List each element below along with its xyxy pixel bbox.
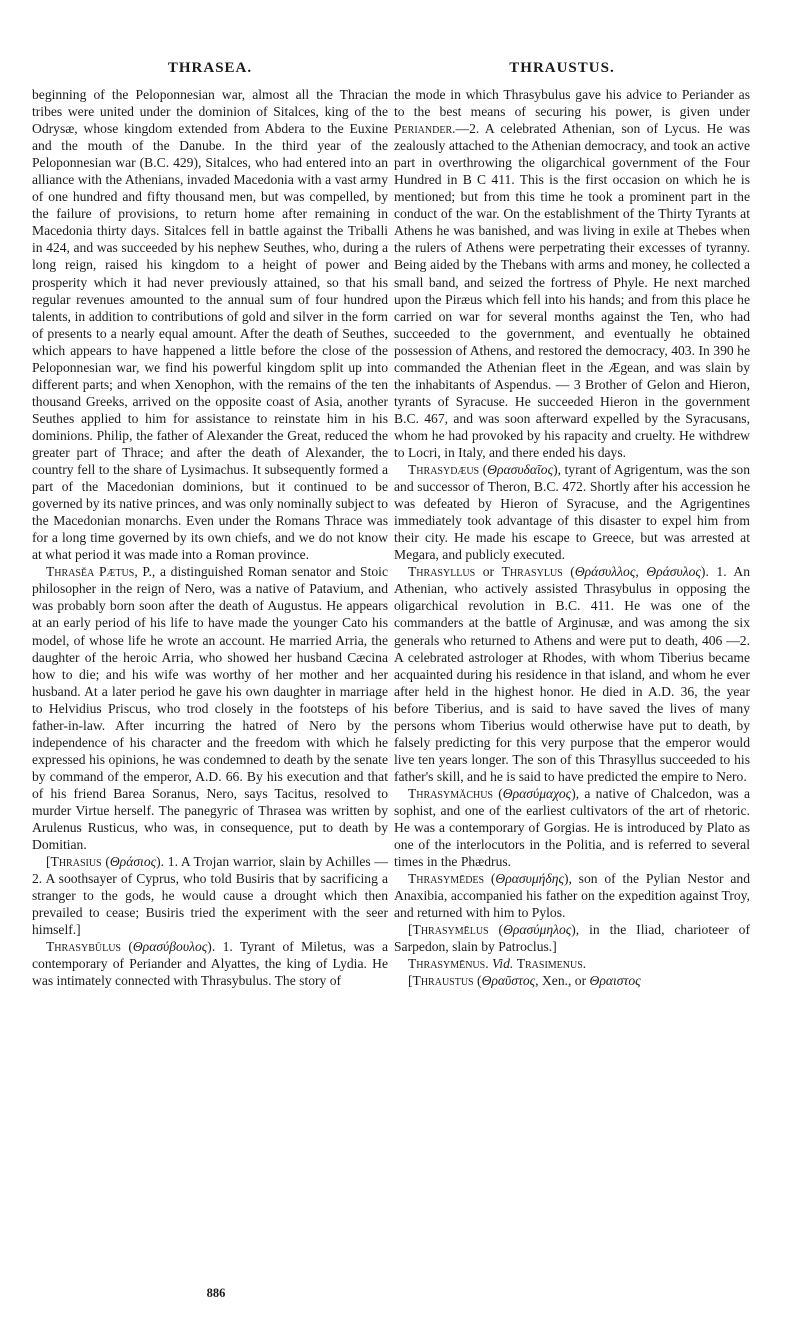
cross-reference: Periander bbox=[394, 121, 453, 137]
entry-text: .—2. A celebrated Athenian, son of Lycus. He was zealously attached to the Athenian democracy, and took an active part in overthrowing the oligarchical government of the Four Hundred in B C 411. This is the first occasion on which he is mentioned; but from this time he took a prominent part in the conduct of the war. On the establishment of the Thirty Tyrants at Athens he was banished, and was living in exile at Thebes when the rulers of Athens were perpetrating their excesses of tyranny. Being aided by the Thebans with arms and money, he collected a small band, and seized the fortress of Phyle. He next marched upon the Piræus which fell into his hands; and from this place he carried on war for several months against the Ten, who had succeeded to the government, and eventually he obtained possession of Athens, and restored the democracy, 403. In 390 he commanded the Athenian fleet in the Ægean, and was slain by the inhabitants of Aspendus. — 3 Brother of Gelon and Hieron, tyrants of Syracuse. He succeeded Hieron in the government B.C. 467, and was soon afterward expelled by the Syracusans, whom he had provoked by his rapacity and cruelty. He withdrew to Locri, in Italy, and there ended his days. bbox=[394, 121, 750, 460]
greek-form: Θράσιος bbox=[109, 854, 157, 870]
headword: Thrasius bbox=[50, 854, 102, 870]
entry-thrasybulus-continuation bbox=[394, 86, 750, 461]
entry-thrasymedes: Thrasymēdes (Θρασυμήδης), son of the Pylian Nestor and Anaxibia, accompanied his father on the expedition against Troy, and returned with him to Pylos. bbox=[394, 871, 750, 921]
entry-text: ), tyrant of Agrigentum, was the son and successor of Theron, B.C. 472. Shortly after his accession he was defeated by Hieron of Syracuse, and the Agrigentines immediately took advantage of this disaster to expel him from their city. He made his escape to Greece, but was arrested at Megara, and publicly executed. bbox=[394, 462, 750, 563]
entry-thraustus: [Thraustus (Θραῦστος, Xen., or Θραιστος bbox=[408, 973, 641, 989]
headword: Thraustus bbox=[412, 973, 474, 989]
greek-form-variant: Θραιστος bbox=[589, 973, 641, 989]
entry-text: ). 1. A Trojan warrior, slain by Achilles —2. A soothsayer of Cyprus, who told Busiris that by sacrificing a stranger to the gods, he would cause a drought which then prevailed to cease; Busiris tried the experiment with the seer himself.] bbox=[32, 854, 388, 938]
running-head-left: THRASEA. bbox=[167, 60, 253, 76]
entry-thrasydaeus: Thrasydæus (Θρασυδαῖος), tyrant of Agrigentum, was the son and successor of Theron, B.C. 472. Shortly after his accession he was defeated by Hieron of Syracuse, and the Agrigentines immediately took advantage of this disaster to expel him from their city. He made his escape to Greece, but was arrested at Megara, and publicly executed. bbox=[394, 462, 750, 563]
entry-text: ). 1. An Athenian, who actively assisted Thrasybulus in opposing the oligarchical revolution in B.C. 411. He was one of the commanders at the battle of Arginusæ, and was among the six generals who returned to Athens and were put to death, 406 —2. A celebrated astrologer at Rhodes, with whom Tiberius became acquainted during his residence in that island, and whom he ever after held in the highest honor. He died in A.D. 36, the year before Tiberius, and is said to have saved the lives of many persons whom Tiberius would otherwise have put to death, by falsely predicting for this very purpose that the emperor would live ten years longer. The son of this Thrasyllus succeeded to his father's skill, and he is said to have predicted the empire to Nero. bbox=[394, 564, 751, 784]
greek-form: Θρασύμηλος bbox=[503, 922, 572, 938]
headword: Thrasybūlus bbox=[46, 939, 121, 955]
entry-thrasymachus: Thrasymăchus (Θρασύμαχος), a native of Chalcedon, was a sophist, and one of the earliest cultivators of the art of rhetoric. He was a contemporary of Gorgias. He is introduced by Plato as one of the interlocutors in the Politia, and is referred to several times in the Phædrus. bbox=[394, 785, 750, 870]
bracket: [ bbox=[408, 922, 413, 938]
entry-text: , Xen., or bbox=[535, 973, 590, 989]
page-number: 886 bbox=[206, 1286, 226, 1300]
greek-form: Θρασύμαχος bbox=[502, 785, 572, 801]
running-head-right: THRAUSTUS. bbox=[509, 60, 615, 76]
headword: Thrasyllus bbox=[408, 564, 476, 580]
bracket: [ bbox=[408, 973, 413, 989]
entry-thrace-continuation: beginning of the Peloponnesian war, almost all the Thracian tribes were united under the dominion of Sitalces, king of the Odrysæ, whose kingdom extended from Abdera to the Euxine and the mouth of the Danube. In the third year of the Peloponnesian war (B.C. 429), Sitalces, who had entered into an alliance with the Athenians, invaded Macedonia with a vast army of one hundred and fifty thousand men, but was compelled, by the failure of provisions, to return home after remaining in Macedonia thirty days. Sitalces fell in battle against the Triballi in 424, and was succeeded by his nephew Seuthes, who, during a long reign, raised his kingdom to a height of power and prosperity which it had never previously attained, so that his regular revenues amounted to the annual sum of four hundred talents, in addition to contributions of gold and silver in the form of presents to a nearly equal amount. After the death of Seuthes, which appears to have happened a little before the close of the Peloponnesian war, we find his powerful kingdom split up into different parts; and when Xenophon, with the remains of the ten thousand Greeks, arrived on the opposite coast of Asia, another Seuthes applied to him for assistance to reinstate him in his dominions. Philip, the father of Alexander the Great, reduced the greater part of Thrace; and after the death of Alexander, the country fell to the share of Lysimachus. It subsequently formed a part of the Macedonian dominions, but it continued to be governed by its native princes, and was only nominally subject to the Macedonian monarchs. Even under the Romans Thrace was for a long time governed by its own chiefs, and we do not know at what period it was made into a Roman province. bbox=[32, 87, 389, 563]
entry-text: , P., a distinguished Roman senator and Stoic philosopher in the reign of Nero, was a native of Patavium, and was probably born soon after the death of Augustus. He appears at an early period of his life to have made the younger Cato his model, of whose life he wrote an account. He married Arria, the daughter of the heroic Arria, who showed her husband Cæcina how to die; and his wife was worthy of her mother and her husband. At a later period he gave his own daughter in marriage to Helvidius Priscus, who trod closely in the footsteps of his father-in-law. After incurring the hatred of Nero by the independence of his character and the freedom with which he expressed his opinions, he was condemned to death by the senate by command of the emperor, A.D. 66. By his execution and that of his friend Barea Soranus, Nero, says Tacitus, resolved to murder Virtue herself. The panegyric of Thrasea was written by Arulenus Rusticus, who was, in consequence, put to death by Domitian. bbox=[32, 564, 388, 853]
entry-text: ), in the Iliad, charioteer of Sarpedon, slain by Patroclus.] bbox=[394, 922, 750, 955]
entry-text: ), son of the Pylian Nestor and Anaxibia, accompanied his father on the expedition against Troy, and returned with him to Pylos. bbox=[394, 871, 750, 921]
right-column bbox=[394, 86, 750, 989]
entry-thrasybulus: Thrasybūlus (Θρασύβουλος). 1. Tyrant of Miletus, was a contemporary of Periander and Alyattes, the king of Lydia. He was intimately connected with Thrasybulus. The story of bbox=[32, 939, 388, 989]
entry-thrasymelus: [Thrasymēlus (Θρασύμηλος), in the Iliad, charioteer of Sarpedon, slain by Patroclus.] bbox=[394, 922, 750, 955]
headword: Thrasymēlus bbox=[412, 922, 489, 938]
entry-thrasea-paetus bbox=[32, 563, 388, 853]
bracket: [ bbox=[46, 854, 51, 870]
entry-thrasius: [Thrasius (Θράσιος). 1. A Trojan warrior, slain by Achilles —2. A soothsayer of Cyprus, who told Busiris that by sacrificing a stranger to the gods, he would cause a drought which then prevailed to cease; Busiris tried the experiment with the seer himself.] bbox=[32, 854, 388, 938]
headword: Thrasymēnus bbox=[408, 956, 486, 972]
greek-form: Θρασυδαῖος bbox=[487, 462, 554, 478]
headword: Thrasymēdes bbox=[408, 871, 485, 887]
left-column bbox=[32, 86, 388, 989]
headword: Thrasĕa Pætus bbox=[46, 564, 135, 580]
entry-text: ). 1. Tyrant of Miletus, was a contemporary of Periander and Alyattes, the king of Lydia. He was intimately connected with Thrasybulus. The story of bbox=[32, 939, 388, 989]
entry-thrasymenus: Thrasymēnus. Vid. Trasimenus. bbox=[408, 956, 587, 972]
entry-text: the mode in which Thrasybulus gave his advice to Periander as to the best means of securing his power, is given under bbox=[394, 87, 750, 120]
greek-form: Θρασυμήδης bbox=[495, 871, 564, 887]
headword: Thrasymăchus bbox=[408, 785, 493, 801]
conjunction: or bbox=[475, 564, 502, 580]
headword: Thrasydæus bbox=[408, 462, 480, 478]
vid-abbreviation: Vid. bbox=[492, 956, 514, 972]
headword-variant: Thrasylus bbox=[501, 564, 563, 580]
greek-form: Θρασύβουλος bbox=[132, 939, 208, 955]
greek-form: Θραῦστος bbox=[481, 973, 536, 989]
entry-text: ), a native of Chalcedon, was a sophist, and one of the earliest cultivators of the art of rhetoric. He was a contemporary of Gorgias. He is introduced by Plato as one of the interlocutors in the Politia, and is referred to several times in the Phædrus. bbox=[394, 785, 750, 870]
greek-form: Θράσυλλος, Θράσυλος bbox=[574, 564, 701, 580]
cross-reference: Trasimenus bbox=[516, 956, 583, 972]
entry-thrasyllus: Thrasyllus or Thrasylus (Θράσυλλος, Θράσυλος). 1. An Athenian, who actively assisted Thrasybulus in opposing the oligarchical revolution in B.C. 411. He was one of the commanders at the battle of Arginusæ, and was among the six generals who returned to Athens and were put to death, 406 —2. A celebrated astrologer at Rhodes, with whom Tiberius became acquainted during his residence in that island, and whom he ever after held in the highest honor. He died in A.D. 36, the year before Tiberius, and is said to have saved the lives of many persons whom Tiberius would otherwise have put to death, by falsely predicting for this very purpose that the emperor would live ten years longer. The son of this Thrasyllus succeeded to his father's skill, and he is said to have predicted the empire to Nero. bbox=[394, 564, 751, 784]
